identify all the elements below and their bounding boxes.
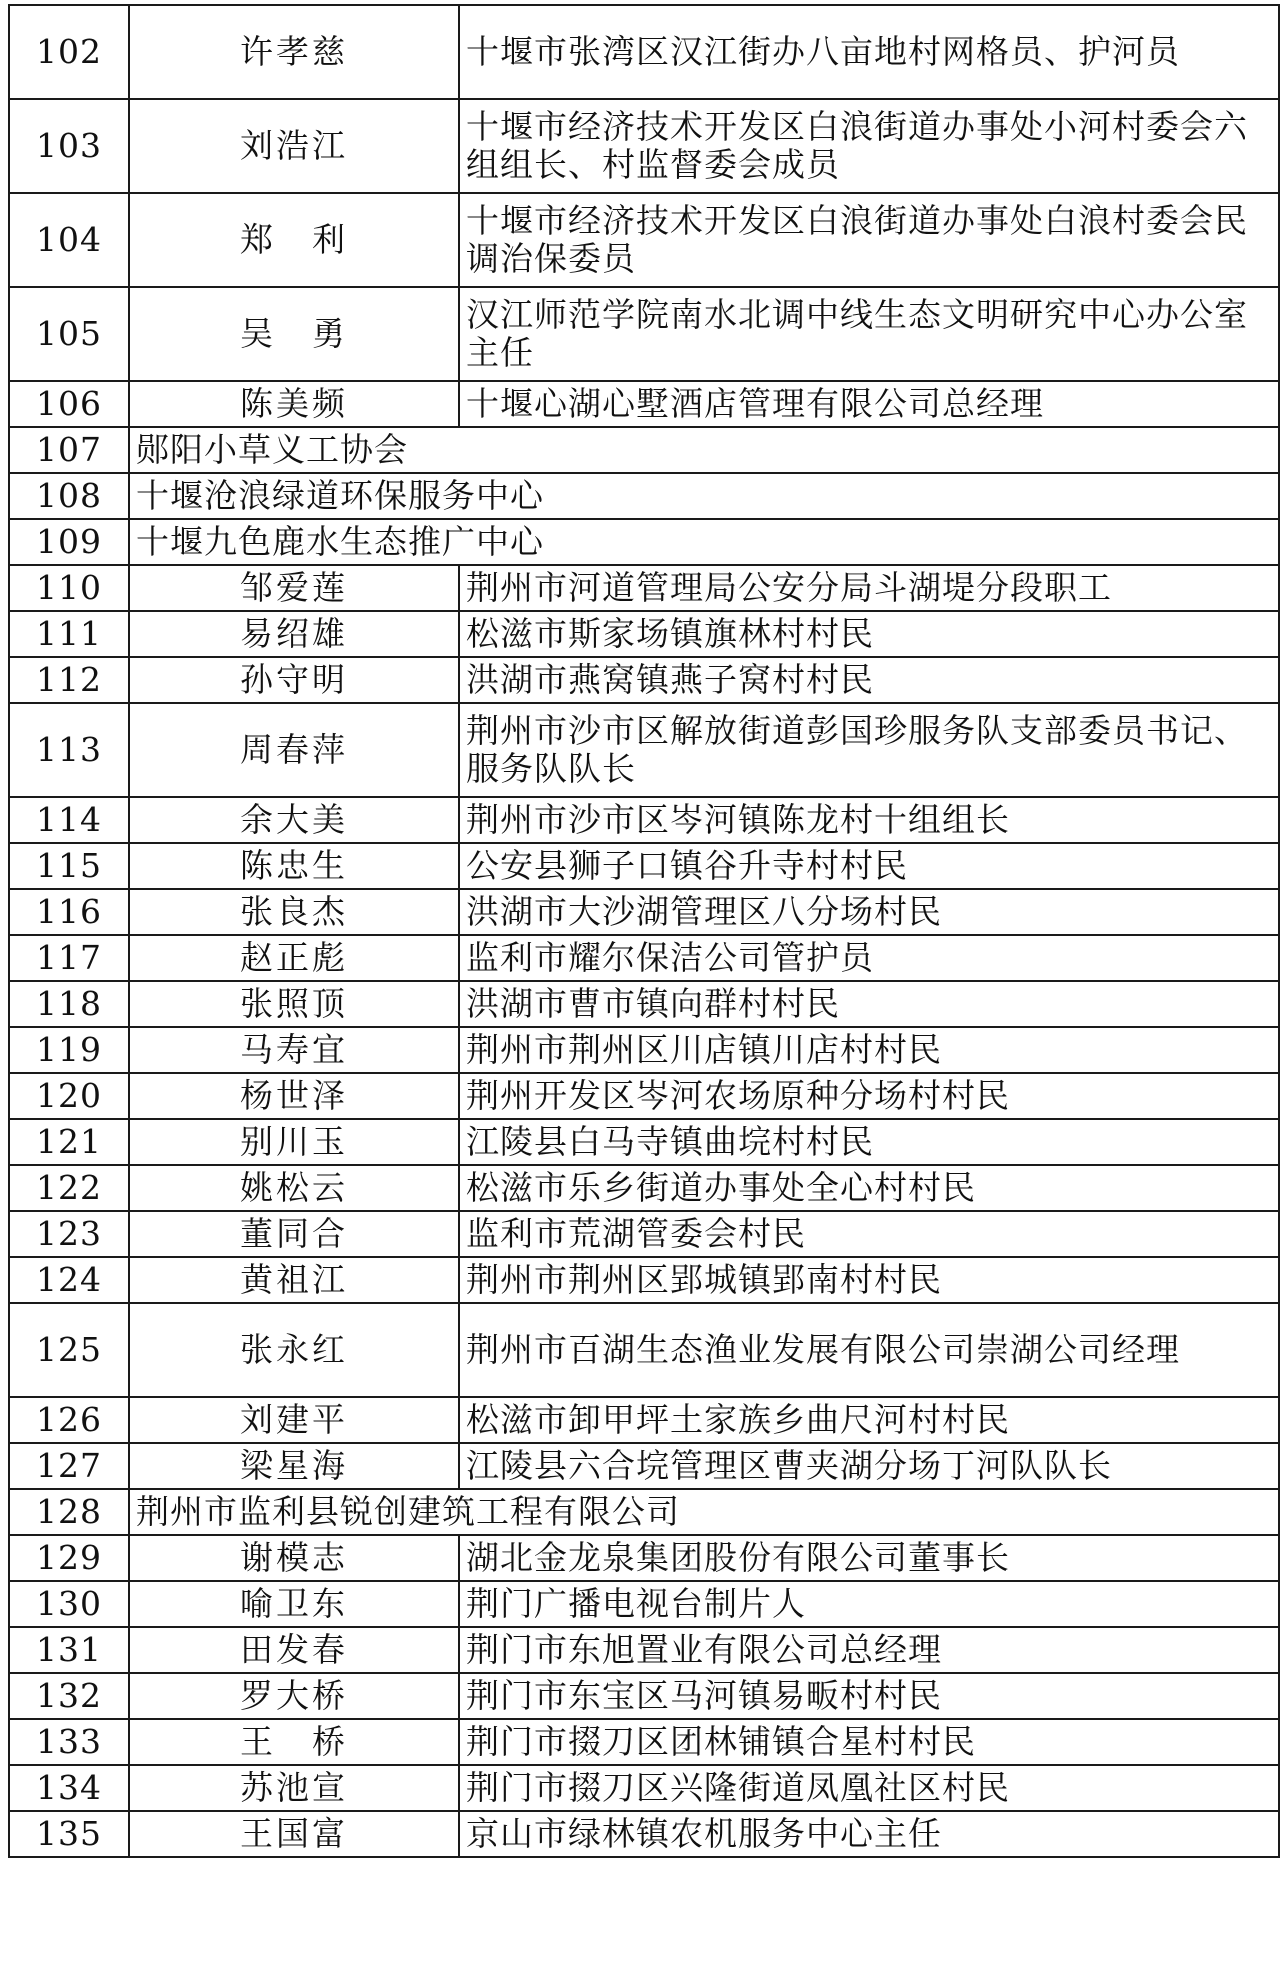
table-row bbox=[9, 1535, 1279, 1581]
table-row bbox=[9, 657, 1279, 703]
person-name-cell: 赵正彪 bbox=[129, 935, 459, 981]
table-row bbox=[9, 5, 1279, 99]
row-number-cell: 129 bbox=[9, 1535, 129, 1581]
row-number-cell: 108 bbox=[9, 473, 129, 519]
table-row bbox=[9, 1165, 1279, 1211]
organization-name-cell: 十堰沧浪绿道环保服务中心 bbox=[129, 473, 1279, 519]
row-number-cell: 114 bbox=[9, 797, 129, 843]
person-name-cell: 刘建平 bbox=[129, 1397, 459, 1443]
person-name-cell: 罗大桥 bbox=[129, 1673, 459, 1719]
workplace-title-cell: 湖北金龙泉集团股份有限公司董事长 bbox=[459, 1535, 1279, 1581]
person-name-cell: 陈美频 bbox=[129, 381, 459, 427]
table-row bbox=[9, 1765, 1279, 1811]
table-row bbox=[9, 1027, 1279, 1073]
workplace-title-cell: 荆门市掇刀区兴隆街道凤凰社区村民 bbox=[459, 1765, 1279, 1811]
person-name-cell: 张良杰 bbox=[129, 889, 459, 935]
row-number-cell: 116 bbox=[9, 889, 129, 935]
organization-name-cell: 荆州市监利县锐创建筑工程有限公司 bbox=[129, 1489, 1279, 1535]
workplace-title-cell: 松滋市乐乡街道办事处全心村村民 bbox=[459, 1165, 1279, 1211]
row-number-cell: 102 bbox=[9, 5, 129, 99]
workplace-title-cell: 洪湖市曹市镇向群村村民 bbox=[459, 981, 1279, 1027]
person-name-cell: 姚松云 bbox=[129, 1165, 459, 1211]
row-number-cell: 107 bbox=[9, 427, 129, 473]
person-name-cell: 易绍雄 bbox=[129, 611, 459, 657]
person-name-cell: 张永红 bbox=[129, 1303, 459, 1397]
workplace-title-cell: 十堰心湖心墅酒店管理有限公司总经理 bbox=[459, 381, 1279, 427]
row-number-cell: 125 bbox=[9, 1303, 129, 1397]
workplace-title-cell: 江陵县六合垸管理区曹夹湖分场丁河队队长 bbox=[459, 1443, 1279, 1489]
workplace-title-cell: 监利市荒湖管委会村民 bbox=[459, 1211, 1279, 1257]
row-number-cell: 133 bbox=[9, 1719, 129, 1765]
workplace-title-cell: 荆州市荆州区郢城镇郢南村村民 bbox=[459, 1257, 1279, 1303]
table-row bbox=[9, 565, 1279, 611]
row-number-cell: 123 bbox=[9, 1211, 129, 1257]
table-row bbox=[9, 519, 1279, 565]
row-number-cell: 118 bbox=[9, 981, 129, 1027]
row-number-cell: 103 bbox=[9, 99, 129, 193]
person-name-cell: 周春萍 bbox=[129, 703, 459, 797]
person-name-cell: 喻卫东 bbox=[129, 1581, 459, 1627]
workplace-title-cell: 公安县狮子口镇谷升寺村村民 bbox=[459, 843, 1279, 889]
row-number-cell: 112 bbox=[9, 657, 129, 703]
row-number-cell: 115 bbox=[9, 843, 129, 889]
workplace-title-cell: 十堰市张湾区汉江街办八亩地村网格员、护河员 bbox=[459, 5, 1279, 99]
person-name-cell: 余大美 bbox=[129, 797, 459, 843]
person-name-cell: 邹爱莲 bbox=[129, 565, 459, 611]
person-name-cell: 田发春 bbox=[129, 1627, 459, 1673]
person-name-cell: 吴 勇 bbox=[129, 287, 459, 381]
honoree-table bbox=[8, 4, 1280, 1858]
person-name-cell: 梁星海 bbox=[129, 1443, 459, 1489]
table-row bbox=[9, 1443, 1279, 1489]
workplace-title-cell: 江陵县白马寺镇曲垸村村民 bbox=[459, 1119, 1279, 1165]
workplace-title-cell: 京山市绿林镇农机服务中心主任 bbox=[459, 1811, 1279, 1857]
person-name-cell: 杨世泽 bbox=[129, 1073, 459, 1119]
row-number-cell: 120 bbox=[9, 1073, 129, 1119]
row-number-cell: 111 bbox=[9, 611, 129, 657]
table-row bbox=[9, 427, 1279, 473]
person-name-cell: 王 桥 bbox=[129, 1719, 459, 1765]
row-number-cell: 131 bbox=[9, 1627, 129, 1673]
person-name-cell: 王国富 bbox=[129, 1811, 459, 1857]
row-number-cell: 109 bbox=[9, 519, 129, 565]
table-row bbox=[9, 1489, 1279, 1535]
person-name-cell: 张照顶 bbox=[129, 981, 459, 1027]
table-row bbox=[9, 1073, 1279, 1119]
workplace-title-cell: 松滋市卸甲坪土家族乡曲尺河村村民 bbox=[459, 1397, 1279, 1443]
person-name-cell: 孙守明 bbox=[129, 657, 459, 703]
workplace-title-cell: 荆州市河道管理局公安分局斗湖堤分段职工 bbox=[459, 565, 1279, 611]
workplace-title-cell: 荆州市荆州区川店镇川店村村民 bbox=[459, 1027, 1279, 1073]
workplace-title-cell: 荆门市东旭置业有限公司总经理 bbox=[459, 1627, 1279, 1673]
person-name-cell: 苏池宣 bbox=[129, 1765, 459, 1811]
workplace-title-cell: 荆州市沙市区解放街道彭国珍服务队支部委员书记、服务队队长 bbox=[459, 703, 1279, 797]
person-name-cell: 黄祖江 bbox=[129, 1257, 459, 1303]
workplace-title-cell: 荆州市百湖生态渔业发展有限公司崇湖公司经理 bbox=[459, 1303, 1279, 1397]
table-row bbox=[9, 1257, 1279, 1303]
row-number-cell: 110 bbox=[9, 565, 129, 611]
person-name-cell: 别川玉 bbox=[129, 1119, 459, 1165]
table-row bbox=[9, 381, 1279, 427]
table-row bbox=[9, 1303, 1279, 1397]
workplace-title-cell: 荆门市东宝区马河镇易畈村村民 bbox=[459, 1673, 1279, 1719]
row-number-cell: 132 bbox=[9, 1673, 129, 1719]
table-row bbox=[9, 1119, 1279, 1165]
table-row bbox=[9, 193, 1279, 287]
person-name-cell: 郑 利 bbox=[129, 193, 459, 287]
workplace-title-cell: 洪湖市燕窝镇燕子窝村村民 bbox=[459, 657, 1279, 703]
table-row bbox=[9, 1211, 1279, 1257]
workplace-title-cell: 松滋市斯家场镇旗林村村民 bbox=[459, 611, 1279, 657]
organization-name-cell: 郧阳小草义工协会 bbox=[129, 427, 1279, 473]
table-row bbox=[9, 473, 1279, 519]
row-number-cell: 134 bbox=[9, 1765, 129, 1811]
row-number-cell: 135 bbox=[9, 1811, 129, 1857]
row-number-cell: 127 bbox=[9, 1443, 129, 1489]
workplace-title-cell: 十堰市经济技术开发区白浪街道办事处白浪村委会民调治保委员 bbox=[459, 193, 1279, 287]
row-number-cell: 117 bbox=[9, 935, 129, 981]
table-row bbox=[9, 703, 1279, 797]
table-row bbox=[9, 889, 1279, 935]
table-row bbox=[9, 99, 1279, 193]
table-row bbox=[9, 1811, 1279, 1857]
workplace-title-cell: 监利市耀尔保洁公司管护员 bbox=[459, 935, 1279, 981]
organization-name-cell: 十堰九色鹿水生态推广中心 bbox=[129, 519, 1279, 565]
workplace-title-cell: 汉江师范学院南水北调中线生态文明研究中心办公室主任 bbox=[459, 287, 1279, 381]
row-number-cell: 105 bbox=[9, 287, 129, 381]
row-number-cell: 126 bbox=[9, 1397, 129, 1443]
workplace-title-cell: 荆州开发区岑河农场原种分场村村民 bbox=[459, 1073, 1279, 1119]
workplace-title-cell: 十堰市经济技术开发区白浪街道办事处小河村委会六组组长、村监督委会成员 bbox=[459, 99, 1279, 193]
table-row bbox=[9, 981, 1279, 1027]
table-row bbox=[9, 1719, 1279, 1765]
person-name-cell: 马寿宜 bbox=[129, 1027, 459, 1073]
row-number-cell: 106 bbox=[9, 381, 129, 427]
table-row bbox=[9, 843, 1279, 889]
row-number-cell: 104 bbox=[9, 193, 129, 287]
row-number-cell: 122 bbox=[9, 1165, 129, 1211]
workplace-title-cell: 荆州市沙市区岑河镇陈龙村十组组长 bbox=[459, 797, 1279, 843]
person-name-cell: 谢模志 bbox=[129, 1535, 459, 1581]
table-row bbox=[9, 797, 1279, 843]
table-row bbox=[9, 1581, 1279, 1627]
table-row bbox=[9, 1627, 1279, 1673]
row-number-cell: 121 bbox=[9, 1119, 129, 1165]
table-row bbox=[9, 611, 1279, 657]
workplace-title-cell: 洪湖市大沙湖管理区八分场村民 bbox=[459, 889, 1279, 935]
table-row bbox=[9, 1397, 1279, 1443]
table-row bbox=[9, 1673, 1279, 1719]
workplace-title-cell: 荆门市掇刀区团林铺镇合星村村民 bbox=[459, 1719, 1279, 1765]
honoree-table-body bbox=[9, 5, 1279, 1857]
row-number-cell: 113 bbox=[9, 703, 129, 797]
row-number-cell: 119 bbox=[9, 1027, 129, 1073]
row-number-cell: 128 bbox=[9, 1489, 129, 1535]
row-number-cell: 124 bbox=[9, 1257, 129, 1303]
person-name-cell: 董同合 bbox=[129, 1211, 459, 1257]
workplace-title-cell: 荆门广播电视台制片人 bbox=[459, 1581, 1279, 1627]
table-row bbox=[9, 935, 1279, 981]
person-name-cell: 陈忠生 bbox=[129, 843, 459, 889]
person-name-cell: 许孝慈 bbox=[129, 5, 459, 99]
table-row bbox=[9, 287, 1279, 381]
row-number-cell: 130 bbox=[9, 1581, 129, 1627]
person-name-cell: 刘浩江 bbox=[129, 99, 459, 193]
